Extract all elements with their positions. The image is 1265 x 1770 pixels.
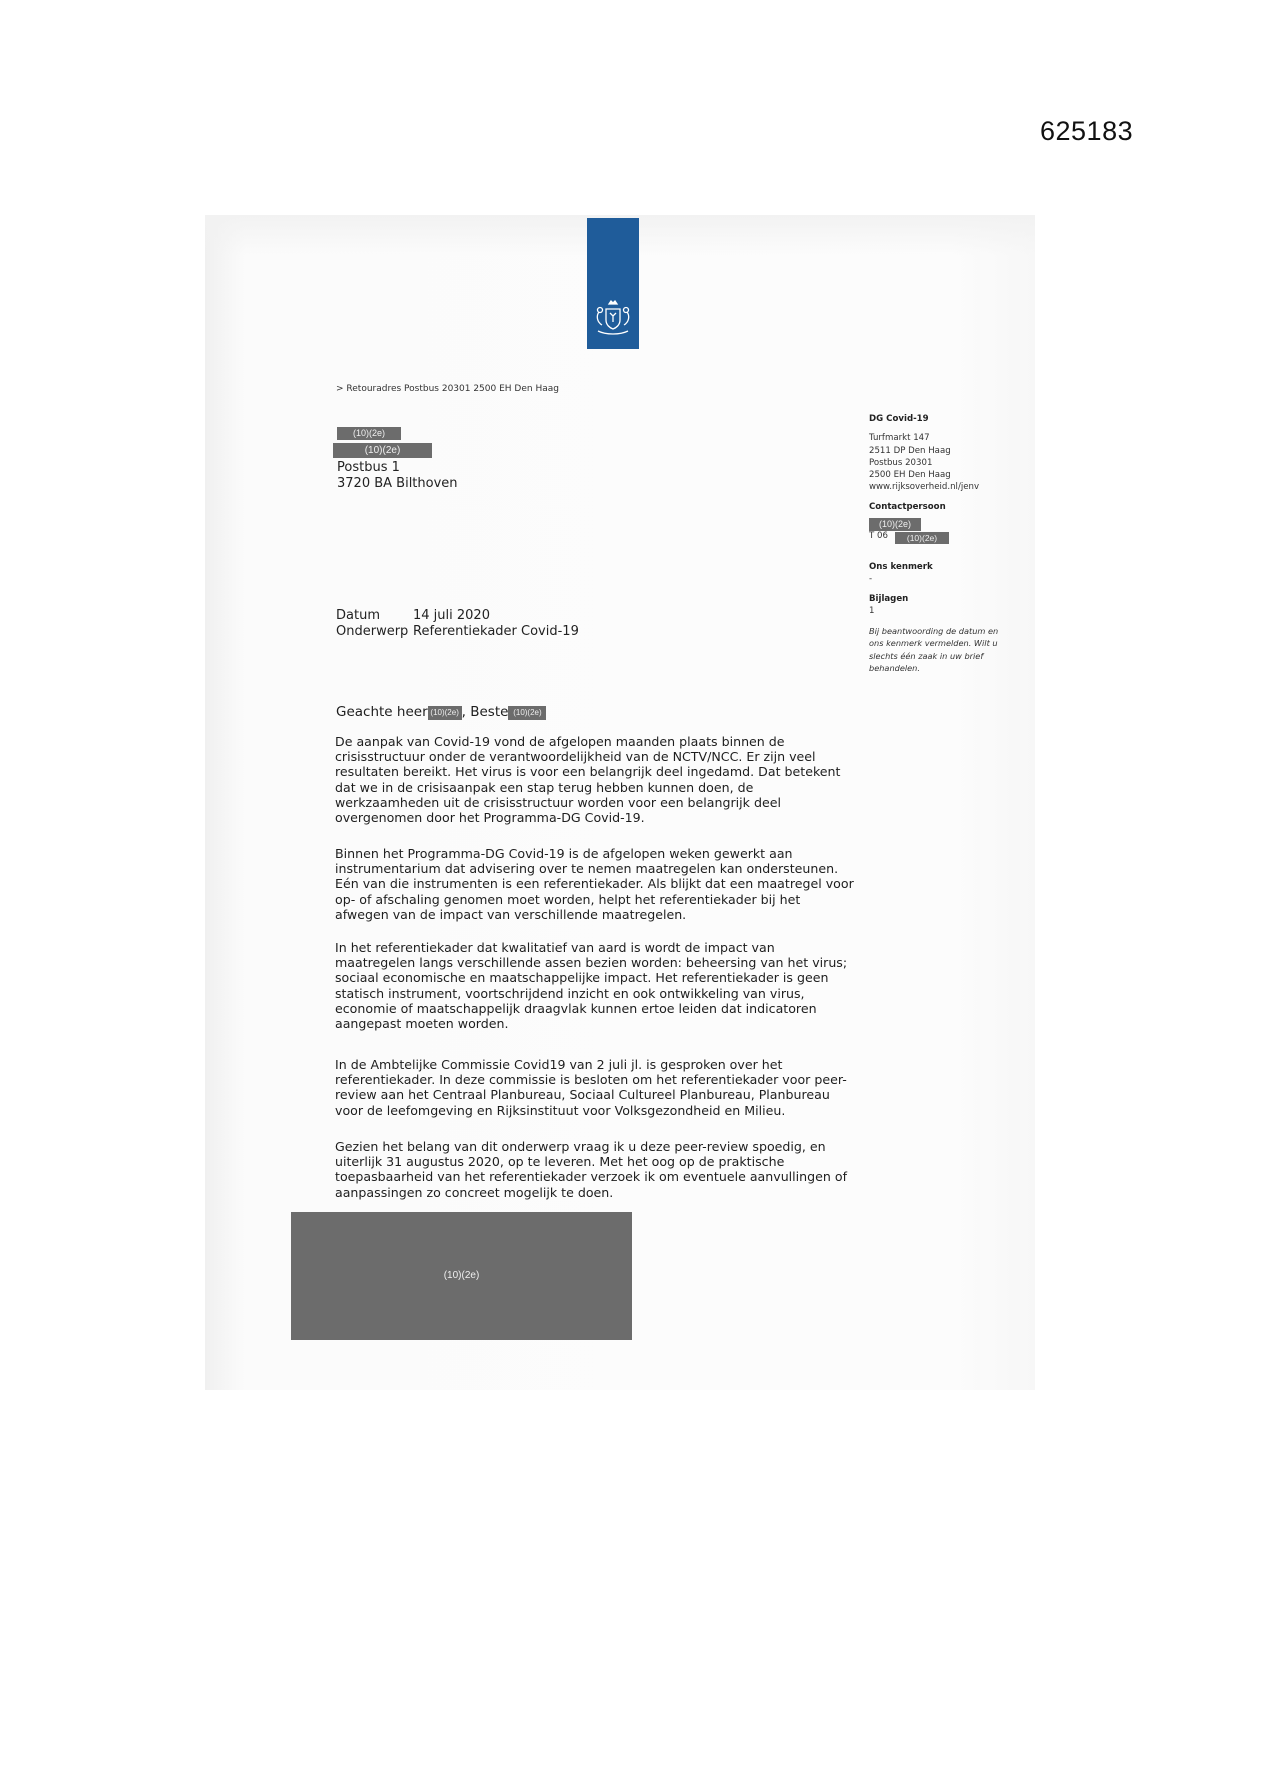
body-paragraph: In de Ambtelijke Commissie Covid19 van 2 juli jl. is gesproken over het referentiekader. In deze commissie is besloten om het referentiekader voor peer-review aan het Centraal Planbureau, Sociaal Cultureel Planbureau, Planbureau voor de leefomgeving en Rijksinstituut voor Volksgezondheid en Milieu. — [335, 1057, 847, 1118]
redaction-box: (10)(2e) — [428, 706, 462, 720]
body-paragraph: Binnen het Programma-DG Covid-19 is de afgelopen weken gewerkt aan instrumentarium dat advisering over te nemen maatregelen kan ondersteunen. Eén van die instrumenten is een referentiekader. Als blijkt dat een maatregel voor op- of afschaling genomen moet worden, helpt het referentiekader bij het afwegen van de impact van verschillende maatregelen. — [335, 846, 854, 922]
sender-sidebar — [869, 413, 1009, 513]
sender-address-line: 2511 DP Den Haag — [869, 445, 951, 456]
sender-org: DG Covid-19 — [869, 414, 929, 424]
salutation-text: Geachte heer — [336, 704, 428, 720]
body-paragraph: Gezien het belang van dit onderwerp vraag ik u deze peer-review spoedig, en uiterlijk 31 augustus 2020, op te leveren. Met het oog op de praktische toepasbaarheid van het referentiekader verzoek ik om eventuele aanvullingen of aanpassingen zo concreet mogelijk te doen. — [335, 1139, 848, 1200]
sender-website: www.rijksoverheid.nl/jenv — [869, 482, 980, 493]
rijksoverheid-logo — [587, 218, 639, 349]
subject-value: Referentiekader Covid-19 — [413, 624, 579, 639]
redaction-box: (10)(2e) — [337, 427, 401, 440]
redaction-box: (10)(2e) — [895, 532, 949, 544]
contact-label: Contactpersoon — [869, 501, 946, 512]
redacted-signature: (10)(2e) — [291, 1212, 632, 1340]
attachments-label: Bijlagen — [869, 594, 909, 604]
salutation-text: , Beste — [461, 704, 509, 720]
reference-value: - — [869, 574, 873, 584]
document-number: 625183 — [1040, 116, 1134, 146]
sender-address-line: Turfmarkt 147 — [869, 433, 930, 444]
redaction-box: (10)(2e) — [508, 706, 546, 720]
date-value: 14 juli 2020 — [413, 608, 490, 623]
return-address: > Retouradres Postbus 20301 2500 EH Den Haag — [336, 384, 559, 394]
contact-phone-prefix: T 06 — [869, 531, 888, 541]
body-paragraph: In het referentiekader dat kwalitatief van aard is wordt de impact van maatregelen langs verschillende assen bezien worden: beheersing van het virus; sociaal economische en maatschappelijke impact. Het referentiekader is geen statisch instrument, voortschrijdend inzicht en ook ontwikkeling van virus, economie of maatschappelijk draagvlak kunnen ertoe leiden dat indicatoren aangepast moeten worden. — [335, 940, 848, 1032]
redaction-box: (10)(2e) — [869, 518, 921, 531]
salutation — [336, 704, 546, 720]
body-paragraph: De aanpak van Covid-19 vond de afgelopen maanden plaats binnen de crisisstructuur onder de verantwoordelijkheid van de NCTV/NCC. Er zijn veel resultaten bereikt. Het virus is voor een belangrijk deel ingedamd. Dat betekent dat we in de crisisaanpak een stap terug hebben kunnen doen, de werkzaamheden uit de crisisstructuur worden voor een belangrijk deel overgenomen door het Programma-DG Covid-19. — [335, 734, 841, 826]
sender-address-line: Postbus 20301 — [869, 457, 933, 468]
sender-address-line: 2500 EH Den Haag — [869, 470, 951, 481]
reply-note: Bij beantwoording de datum en ons kenmerk vermelden. Wilt u slechts één zaak in uw brief behandelen. — [869, 626, 999, 673]
recipient-city: 3720 BA Bilthoven — [337, 476, 458, 491]
attachments-value: 1 — [869, 606, 875, 616]
coat-of-arms-icon — [592, 298, 634, 338]
reference-label: Ons kenmerk — [869, 562, 933, 572]
date-label: Datum — [336, 608, 380, 623]
redaction-box: (10)(2e) — [333, 443, 432, 458]
recipient-postbus: Postbus 1 — [337, 460, 400, 475]
subject-label: Onderwerp — [336, 624, 409, 639]
